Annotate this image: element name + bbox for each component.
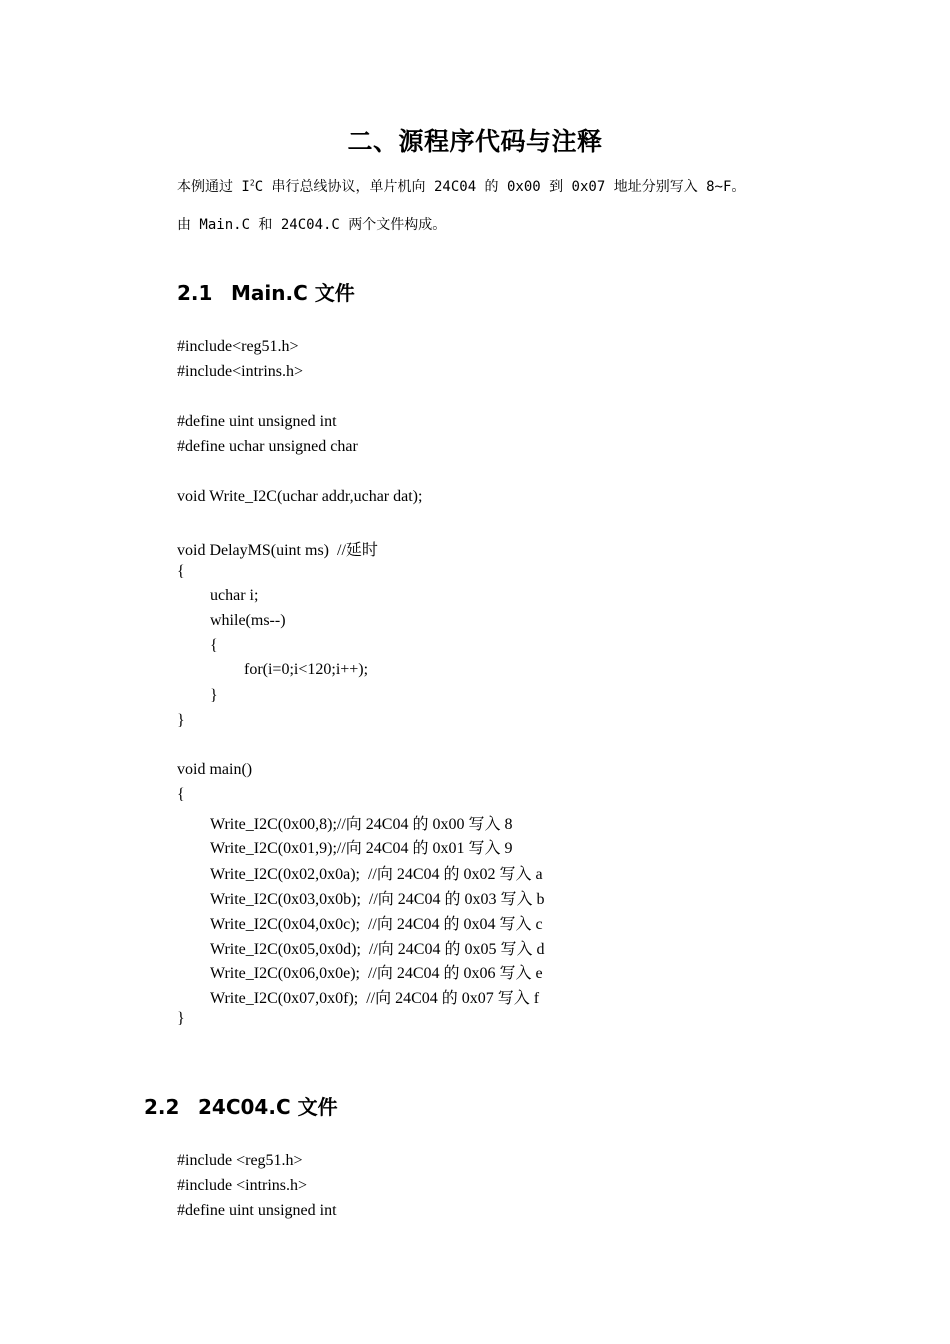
code-line: Write_I2C(0x07,0x0f); //向 24C04 的 0x07 写入 f xyxy=(210,990,540,1007)
code-line: #define uint unsigned int xyxy=(177,413,337,430)
code-line: Write_I2C(0x03,0x0b); //向 24C04 的 0x03 写入 b xyxy=(210,891,545,908)
code-line: Write_I2C(0x02,0x0a); //向 24C04 的 0x02 写入 a xyxy=(210,866,543,883)
section-title: Main.C 文件 xyxy=(231,281,355,305)
section-heading-24c04 xyxy=(144,1091,338,1120)
code-line: Write_I2C(0x01,9);//向 24C04 的 0x01 写入 9 xyxy=(210,840,513,857)
code-line: } xyxy=(177,712,185,729)
page-title: 二、源程序代码与注释 xyxy=(347,127,603,156)
intro-superscript: 2 xyxy=(249,178,255,188)
code-line: Write_I2C(0x05,0x0d); //向 24C04 的 0x05 写入 d xyxy=(210,941,545,958)
code-line: #include<intrins.h> xyxy=(177,363,304,380)
code-line: { xyxy=(210,637,218,654)
code-line: } xyxy=(210,687,218,704)
code-line: #include<reg51.h> xyxy=(177,338,299,355)
section-number: 2.1 xyxy=(177,281,213,305)
section-number: 2.2 xyxy=(144,1095,180,1119)
code-line: Write_I2C(0x04,0x0c); //向 24C04 的 0x04 写入 c xyxy=(210,916,543,933)
code-line: for(i=0;i<120;i++); xyxy=(244,661,369,678)
section-title: 24C04.C 文件 xyxy=(198,1095,338,1119)
code-line: Write_I2C(0x00,8);//向 24C04 的 0x00 写入 8 xyxy=(210,816,513,833)
code-line: while(ms--) xyxy=(210,612,286,629)
intro-line-1-pre: 本例通过 I xyxy=(177,179,250,195)
code-line: uchar i; xyxy=(210,587,259,604)
code-line: { xyxy=(177,786,185,803)
code-line: #define uchar unsigned char xyxy=(177,438,358,455)
section-heading-main xyxy=(177,277,355,306)
code-line: #include <intrins.h> xyxy=(177,1177,308,1194)
intro-line-1 xyxy=(177,176,745,196)
code-line: void main() xyxy=(177,761,253,778)
code-line: void Write_I2C(uchar addr,uchar dat); xyxy=(177,488,423,505)
code-line: #include <reg51.h> xyxy=(177,1152,303,1169)
intro-line-2: 由 Main.C 和 24C04.C 两个文件构成。 xyxy=(177,217,447,233)
intro-line-1-post: C 串行总线协议，单片机向 24C04 的 0x00 到 0x07 地址分别写入 8~F。 xyxy=(254,179,746,195)
code-line: } xyxy=(177,1010,185,1027)
code-line: Write_I2C(0x06,0x0e); //向 24C04 的 0x06 写入 e xyxy=(210,965,543,982)
code-line: void DelayMS(uint ms) //延时 xyxy=(177,542,378,559)
code-line: { xyxy=(177,563,185,580)
code-line: #define uint unsigned int xyxy=(177,1202,337,1219)
